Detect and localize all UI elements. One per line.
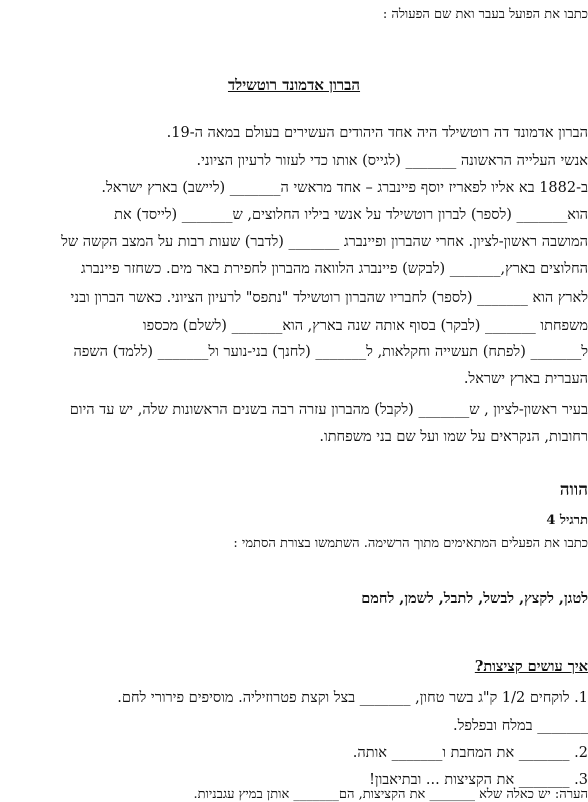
verb-bank: לטגן, לקצץ, לבשל, לתבל, לשמן, לחמם (361, 590, 588, 607)
recipe-step-1-continued: _______ במלח ובפלפל. (453, 718, 588, 734)
exercise-label: תרגיל 4 (546, 513, 588, 528)
recipe-step-2: 2. _______ את המחבת ו_______ אותה. (352, 745, 588, 761)
story-line-8: משפחתו _______ (לבקר) בסוף אותה שנה בארץ, הוא_______ (לשלם) מכספו (142, 318, 588, 334)
recipe-note: הערה: יש כאלה שלא _______ את הקציצות, הם_______ אותן במיץ עגבניות. (193, 787, 588, 802)
recipe-title: איך עושים קציצות? (474, 658, 588, 675)
recipe-step-3: 3. _______ את הקציצות ... ובתיאבון! (369, 772, 588, 788)
top-instruction: כתבו את הפועל בעבר ואת שם הפעולה : (382, 7, 588, 22)
story-line-10: העברית בארץ ישראל. (463, 371, 588, 387)
present-heading: הווה (559, 480, 588, 500)
story-line-1: הברון אדמונד דה רוטשילד היה אחד היהודים העשירים בעולם במאה ה-19. (166, 125, 588, 141)
story-line-4: הוא_______ (לספר) לברון רוטשילד על אנשי ביליו החלוצים, ש_______ (לייסד) את (114, 207, 588, 223)
present-instruction: כתבו את הפעלים המתאימים מתוך הרשימה. השתמשו בצורת הסתמי : (233, 536, 588, 551)
story-line-3: ב-1882 בא אליו לפאריז יוסף פיינברג – אחד מראשי ה_______ (ליישב) בארץ ישראל. (101, 180, 588, 196)
story-line-7: לארץ הוא _______ (לספר) לחבריו שהברון רוטשילד "נתפס" לרעיון הציוני. כאשר הברון ובני (70, 290, 588, 306)
story-line-2: אנשי העלייה הראשונה _______ (לגייס) אותו כדי לעזור לרעיון הציוני. (196, 153, 588, 169)
story-line-9: ל_______ (לפתח) תעשייה וחקלאות, ל_______ (לחנך) בני-נוער ול_______ (ללמד) השפה (73, 344, 588, 360)
story-closing-2: רחובות, הנקראים על שמו ועל שם בני משפחתו. (319, 429, 588, 445)
story-closing-1: בעיר ראשון-לציון , ש_______ (לקבל) מהברון עזרה רבה בשנים הראשונות שלה, יש עד היום (69, 402, 588, 418)
story-line-6: החלוצים בארץ,_______ (לבקש) פיינברג הלוואה מהברון לחפירת באר מים. כשחזר פיינברג (80, 261, 588, 277)
story-line-5: המושבה ראשון-לציון. אחרי שהברון ופיינברג _______ (לדבר) שעות רבות על המצב הקשה של (61, 234, 588, 250)
story-title: הברון אדמונד רוטשילד (227, 76, 361, 94)
recipe-step-1: 1. לוקחים 1/2 ק"ג בשר טחון, _______ בצל וקצת פטרוזיליה. מוסיפים פירורי לחם. (117, 690, 588, 706)
